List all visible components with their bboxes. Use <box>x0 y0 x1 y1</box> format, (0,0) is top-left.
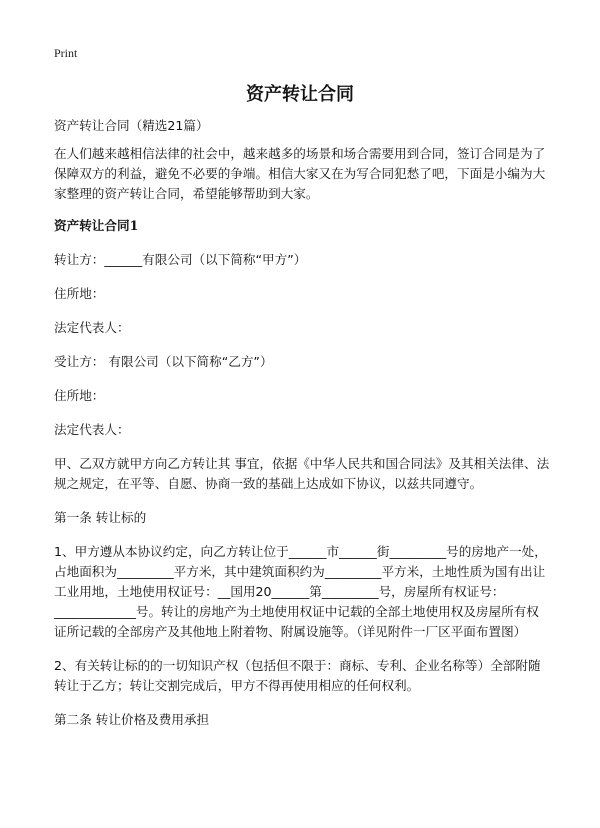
article1-clause2: 2、有关转让标的的一切知识产权（包括但不限于：商标、专利、企业名称等）全部附随转让于乙方；转让交割完成后，甲方不得再使用相应的任何权利。 <box>54 658 541 693</box>
preamble-paragraph: 甲、乙双方就甲方向乙方转让其 事宜，依据《中华人民共和国合同法》及其相关法律、法规之规定，在平等、自愿、协商一致的基础上达成如下协议，以兹共同遵守。 <box>54 456 550 491</box>
article2-title: 第二条 转让价格及费用承担 <box>54 712 210 727</box>
intro-paragraph: 在人们越来越相信法律的社会中，越来越多的场景和场合需要用到合同，签订合同是为了保障双方的利益，避免不必要的争端。相信大家又在为写合同犯愁了吧，下面是小编为大家整理的资产转让合同，希望能够帮助到大家。 <box>54 146 546 201</box>
transferor-representative: 法定代表人： <box>54 320 130 335</box>
document-body <box>54 116 550 730</box>
section-heading: 资产转让合同1 <box>54 218 139 233</box>
transferee-line: 受让方： 有限公司（以下简称“乙方”） <box>54 354 273 369</box>
document-subtitle: 资产转让合同（精选21篇） <box>54 118 209 133</box>
transferee-representative: 法定代表人： <box>54 422 130 437</box>
article1-title: 第一条 转让标的 <box>54 510 147 525</box>
document-title: 资产转让合同 <box>246 84 354 105</box>
print-link[interactable]: Print <box>54 46 78 60</box>
transferee-address: 住所地： <box>54 388 105 403</box>
transferor-line: 转让方：______有限公司（以下简称“甲方”） <box>54 252 307 267</box>
transferor-address: 住所地： <box>54 286 105 301</box>
article1-clause1: 1、甲方遵从本协议约定，向乙方转让位于______市______街_________号的房地产一处，占地面积为_________平方米，其中建筑面积约为_________平方米，土地性质为国有出让工业用地，土地使用权证号：__国用20______第_________号，房屋所有权证号：_____________号。转让的房地产为土地使用权证中记载的全部土地使用权及房屋所有权证所记载的全部房产及其他地上附着物、附属设施等。（详见附件一厂区平面布置图） <box>54 544 547 639</box>
